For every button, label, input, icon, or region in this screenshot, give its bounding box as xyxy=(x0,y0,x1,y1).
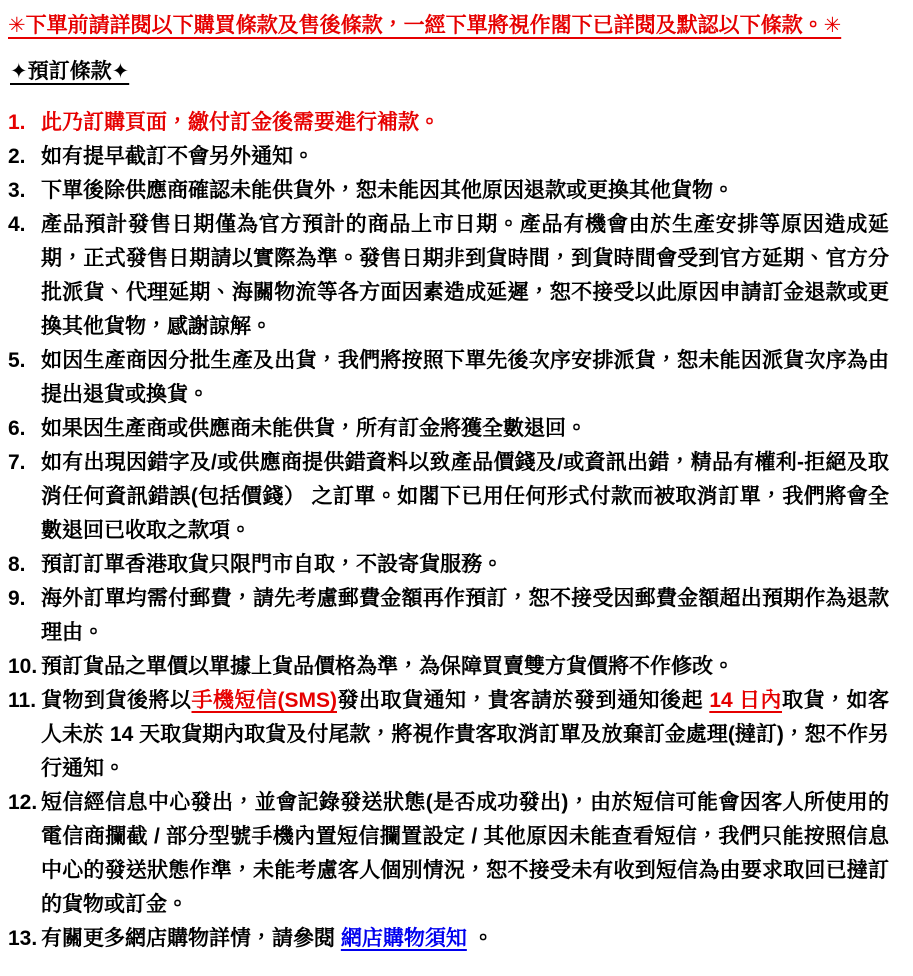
term-item xyxy=(8,650,889,684)
term-number: 2. xyxy=(8,145,26,168)
term-number: 6. xyxy=(8,417,26,440)
term-text: 短信經信息中心發出，並會記錄發送狀態(是否成功發出)，由於短信可能會因客人所使用的電信商攔截 / 部分型號手機內置短信攔置設定 / 其他原因未能查看短信，我們只能按照信息中心的發送狀態作準，未能考慮客人個別情況，恕不接受未有收到短信為由要求取回已撻訂的貨物或訂金。 xyxy=(41,791,889,916)
term-number: 1. xyxy=(8,111,26,134)
term-item xyxy=(8,344,889,412)
term-text: 發出取貨通知，貴客請於發到通知後起 xyxy=(337,689,710,712)
preorder-terms-title: ✦預訂條款✦ xyxy=(10,60,130,83)
term-text: 取貨，如客人未於 14 天取貨期內取貨及付尾款，將視作貴客取消訂單及放棄訂金處理(撻訂)，恕不作另行通知。 xyxy=(41,689,890,780)
term-text: 如因生產商因分批生產及出貨，我們將按照下單先後次序安排派貨，恕未能因派貨次序為由提出退貨或換貨。 xyxy=(41,349,889,406)
term-number: 8. xyxy=(8,553,26,576)
term-highlight: 14 日內 xyxy=(709,689,783,712)
term-item xyxy=(8,208,889,344)
terms-list xyxy=(8,106,889,956)
store-shopping-notice-link[interactable]: 網店購物須知 xyxy=(340,927,467,950)
term-item xyxy=(8,174,889,208)
term-number: 13. xyxy=(8,927,38,950)
term-text: 有關更多網店購物詳情，請參閱 xyxy=(41,927,341,950)
term-text: 產品預計發售日期僅為官方預計的商品上市日期。產品有機會由於生產安排等原因造成延期，正式發售日期請以實際為準。發售日期非到貨時間，到貨時間會受到官方延期、官方分批派貨、代理延期、海關物流等各方面因素造成延遲，恕不接受以此原因申請訂金退款或更換其他貨物，感謝諒解。 xyxy=(41,213,889,338)
term-number: 12. xyxy=(8,791,38,814)
term-item xyxy=(8,684,889,786)
term-item xyxy=(8,548,889,582)
term-item xyxy=(8,140,889,174)
purchase-terms-warning: ✳下單前請詳閱以下購買條款及售後條款，一經下單將視作閣下已詳閱及默認以下條款。✳ xyxy=(8,14,842,37)
term-item xyxy=(8,412,889,446)
term-item xyxy=(8,582,889,650)
term-number: 10. xyxy=(8,655,38,678)
term-text: 如有出現因錯字及/或供應商提供錯資料以致產品價錢及/或資訊出錯，精品有權利-拒絕及取消任何資訊錯誤(包括價錢） 之訂單。如閣下已用任何形式付款而被取消訂單，我們將會全數退回已收取之款項。 xyxy=(41,451,889,542)
term-text: 預訂訂單香港取貨只限門市自取，不設寄貨服務。 xyxy=(41,553,503,576)
term-text: 如果因生產商或供應商未能供貨，所有訂金將獲全數退回。 xyxy=(41,417,587,440)
term-highlight: 手機短信(SMS) xyxy=(191,689,337,712)
term-text: 如有提早截訂不會另外通知。 xyxy=(41,145,314,168)
term-text: 下單後除供應商確認未能供貨外，恕未能因其他原因退款或更換其他貨物。 xyxy=(41,179,734,202)
term-text: 此乃訂購頁面，繳付訂金後需要進行補款。 xyxy=(41,111,440,134)
section-title-wrap xyxy=(10,56,889,106)
term-text: 。 xyxy=(466,927,494,950)
term-number: 3. xyxy=(8,179,26,202)
term-item xyxy=(8,446,889,548)
term-number: 11. xyxy=(8,689,37,712)
term-number: 7. xyxy=(8,451,26,474)
term-item xyxy=(8,786,889,922)
term-text: 海外訂單均需付郵費，請先考慮郵費金額再作預訂，恕不接受因郵費金額超出預期作為退款理由。 xyxy=(41,587,889,644)
term-item xyxy=(8,922,889,956)
term-text: 貨物到貨後將以 xyxy=(41,689,192,712)
term-item xyxy=(8,106,889,140)
term-number: 9. xyxy=(8,587,26,610)
term-number: 4. xyxy=(8,213,26,236)
term-text: 預訂貨品之單價以單據上貨品價格為準，為保障買賣雙方貨價將不作修改。 xyxy=(41,655,734,678)
term-number: 5. xyxy=(8,349,26,372)
